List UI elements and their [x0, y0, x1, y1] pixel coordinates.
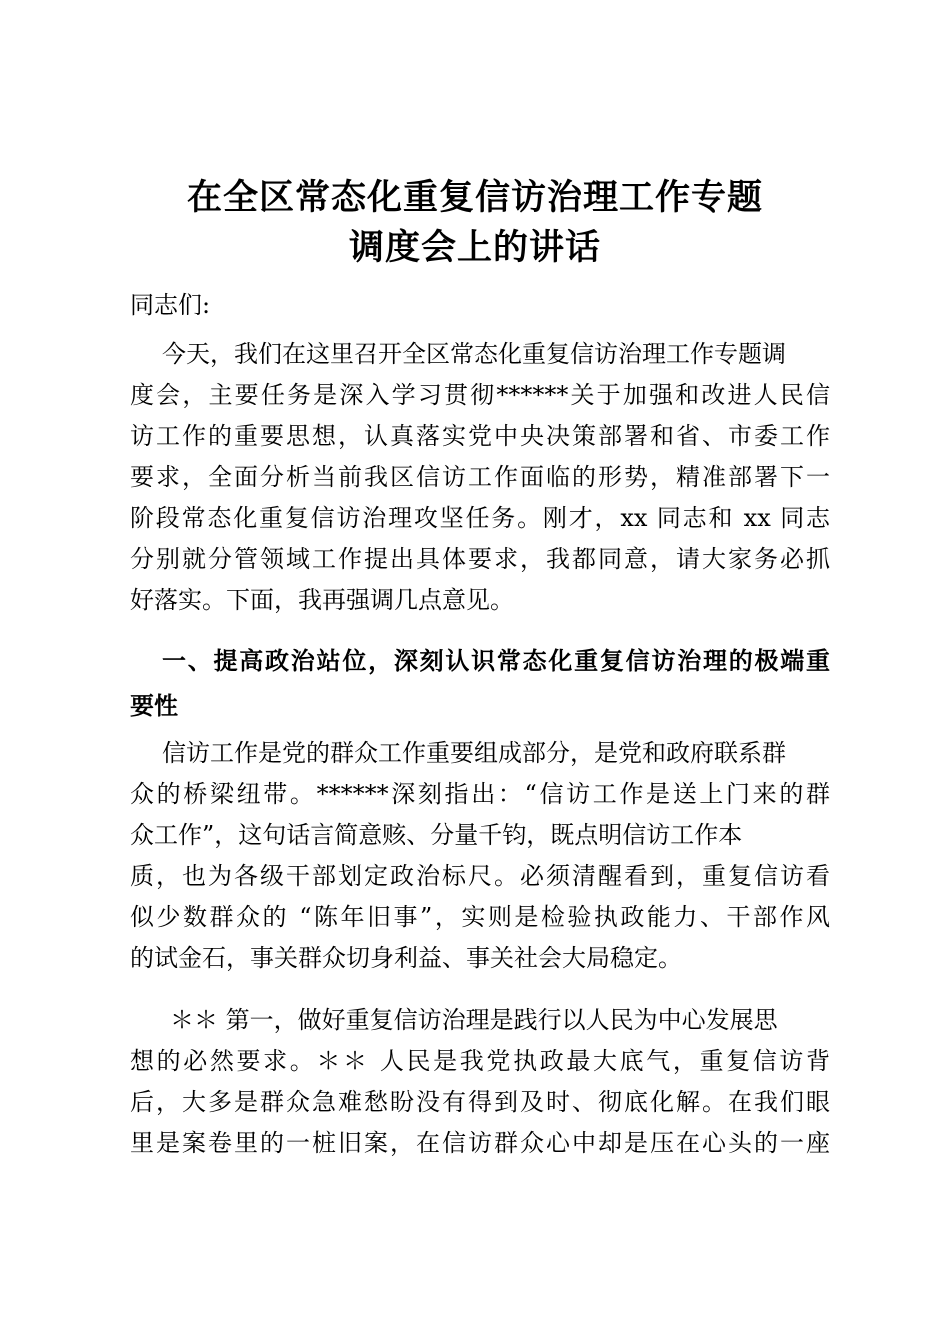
paragraph-1-line-4: 要求，全面分析当前我区信访工作面临的形势，精准部署下一 [130, 463, 830, 491]
section-heading-1-line-2: 要性 [130, 692, 178, 720]
paragraph-1-line-6: 分别就分管领域工作提出具体要求，我都同意，请大家务必抓 [130, 545, 830, 573]
document-title-line-1: 在全区常态化重复信访治理工作专题 [186, 178, 763, 218]
paragraph-2-line-6: 的试金石，事关群众切身利益、事关社会大局稳定。 [130, 944, 682, 972]
section-heading-1-line-1: 一、提高政治站位，深刻认识常态化重复信访治理的极端重 [162, 647, 830, 675]
paragraph-2-line-3: 众工作”，这句话言简意赅、分量千钧，既点明信访工作本 [130, 821, 743, 849]
paragraph-1-line-7: 好落实。下面，我再强调几点意见。 [130, 586, 514, 614]
paragraph-2-line-5: 似少数群众的 “陈年旧事”，实则是检验执政能力、干部作风 [130, 903, 830, 931]
paragraph-1-line-5: 阶段常态化重复信访治理攻坚任务。刚才，xx 同志和 xx 同志 [130, 504, 830, 532]
paragraph-1-line-3: 访工作的重要思想，认真落实党中央决策部署和省、市委工作 [130, 422, 830, 450]
paragraph-3-line-3: 后，大多是群众急难愁盼没有得到及时、彻底化解。在我们眼 [130, 1088, 830, 1116]
paragraph-3-line-1: ＊＊ 第一，做好重复信访治理是践行以人民为中心发展思 [170, 1006, 778, 1034]
paragraph-2-line-1: 信访工作是党的群众工作重要组成部分，是党和政府联系群 [162, 739, 786, 767]
paragraph-2-line-2: 众的桥梁纽带。******深刻指出：“信访工作是送上门来的群 [130, 780, 830, 808]
paragraph-1-line-1: 今天，我们在这里召开全区常态化重复信访治理工作专题调 [162, 340, 786, 368]
document-title-line-2: 调度会上的讲话 [348, 228, 601, 268]
paragraph-3-line-4: 里是案卷里的一桩旧案，在信访群众心中却是压在心头的一座 [130, 1129, 830, 1157]
paragraph-2-line-4: 质，也为各级干部划定政治标尺。必须清醒看到，重复信访看 [130, 862, 830, 890]
paragraph-1-line-2: 度会，主要任务是深入学习贯彻******关于加强和改进人民信 [130, 381, 830, 409]
paragraph-3-line-2: 想的必然要求。＊＊ 人民是我党执政最大底气，重复信访背 [130, 1047, 830, 1075]
salutation: 同志们: [130, 291, 211, 319]
